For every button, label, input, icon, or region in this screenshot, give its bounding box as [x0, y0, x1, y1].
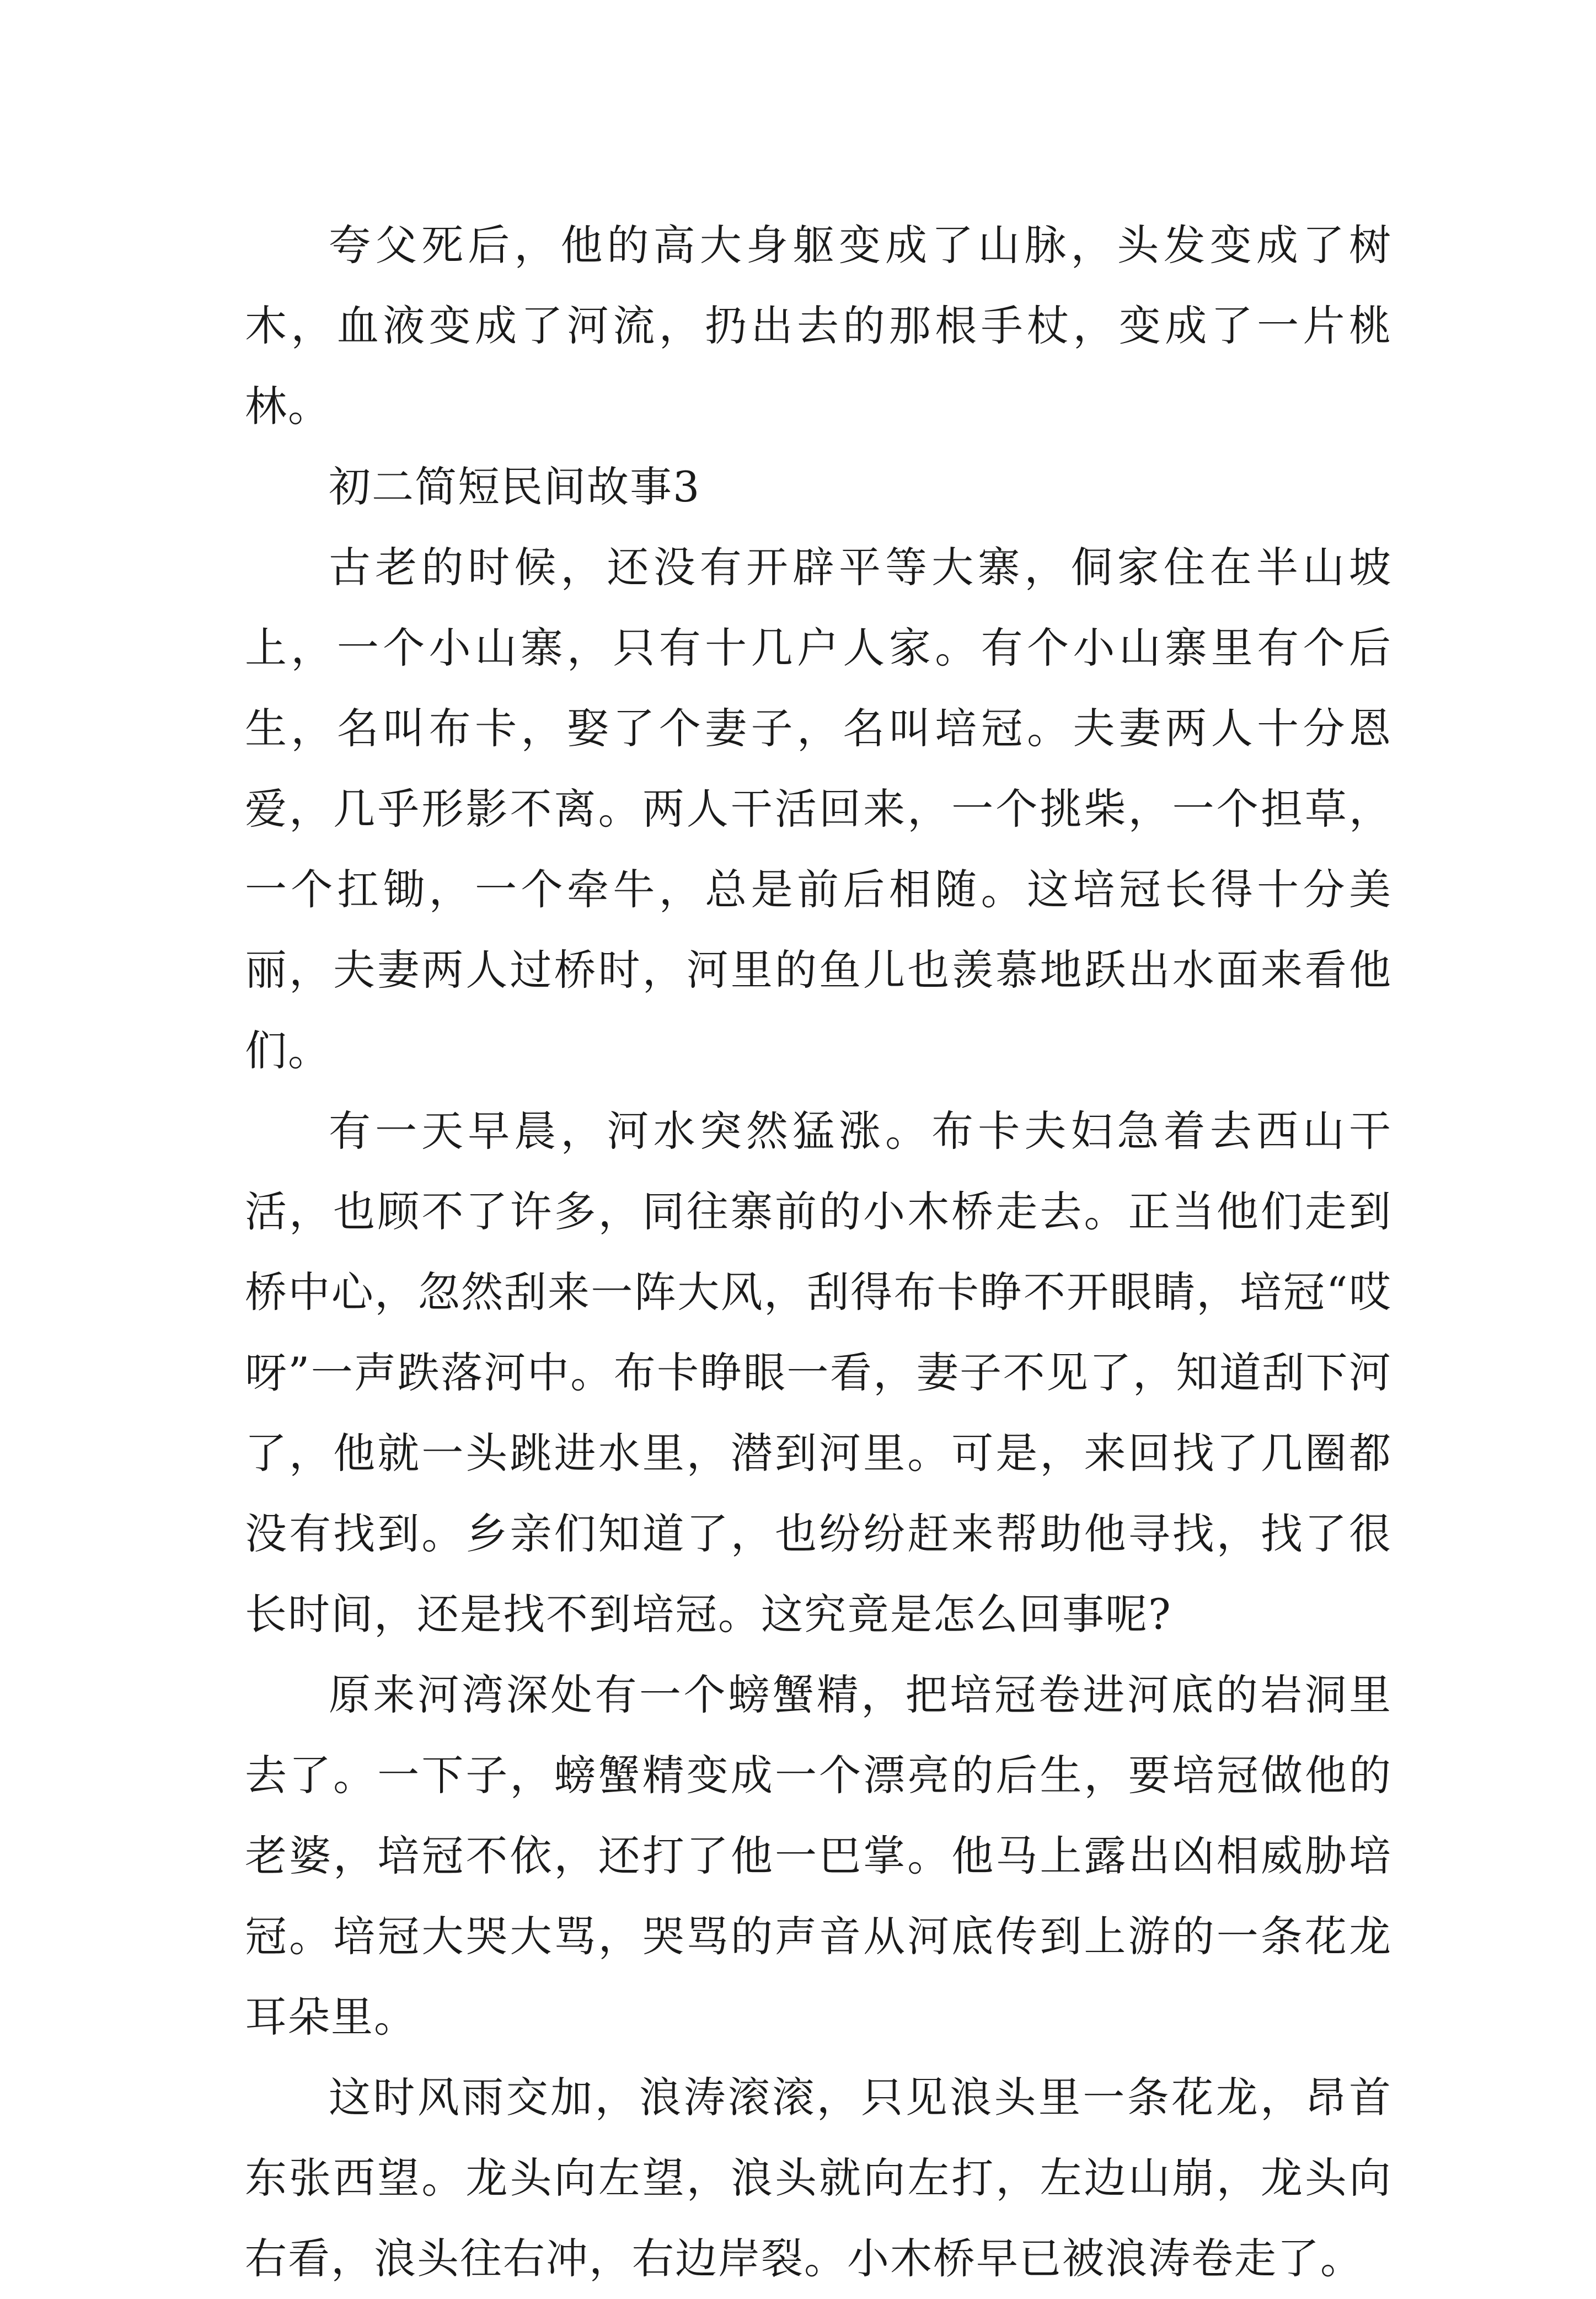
- paragraph-flower-dragon: 这时风雨交加，浪涛滚滚，只见浪头里一条花龙，昂首东张西望。龙头向左望，浪头就向左打，左边山崩，龙头向右看，浪头往右冲，右边岸裂。小木桥早已被浪涛卷走了。: [245, 2073, 1392, 2283]
- paragraph-kuafu-ending: 夸父死后，他的高大身躯变成了山脉，头发变成了树木，血液变成了河流，扔出去的那根手杖，变成了一片桃林。: [245, 221, 1392, 431]
- paragraph-story-intro: 古老的时候，还没有开辟平等大寨，侗家住在半山坡上，一个小山寨，只有十几户人家。有个小山寨里有个后生，名叫布卡，娶了个妻子，名叫培冠。夫妻两人十分恩爱，几乎形影不离。两人干活回来，一个挑柴，一个担草，一个扛锄，一个牵牛，总是前后相随。这培冠长得十分美丽，夫妻两人过桥时，河里的鱼儿也羡慕地跃出水面来看他们。: [245, 543, 1392, 1075]
- story-heading: 初二简短民间故事3: [329, 462, 701, 511]
- document-body: [245, 205, 1392, 2299]
- paragraph-river-flood: 有一天早晨，河水突然猛涨。布卡夫妇急着去西山干活，也顾不了许多，同往寨前的小木桥走去。正当他们走到桥中心，忽然刮来一阵大风，刮得布卡睁不开眼睛，培冠“哎呀”一声跌落河中。布卡睁眼一看，妻子不见了，知道刮下河了，他就一头跳进水里，潜到河里。可是，来回找了几圈都没有找到。乡亲们知道了，也纷纷赶来帮助他寻找，找了很长时间，还是找不到培冠。这究竟是怎么回事呢?: [245, 1106, 1392, 1639]
- paragraph-crab-spirit: 原来河湾深处有一个螃蟹精，把培冠卷进河底的岩洞里去了。一下子，螃蟹精变成一个漂亮的后生，要培冠做他的老婆，培冠不依，还打了他一巴掌。他马上露出凶相威胁培冠。培冠大哭大骂，哭骂的声音从河底传到上游的一条花龙耳朵里。: [245, 1670, 1392, 2041]
